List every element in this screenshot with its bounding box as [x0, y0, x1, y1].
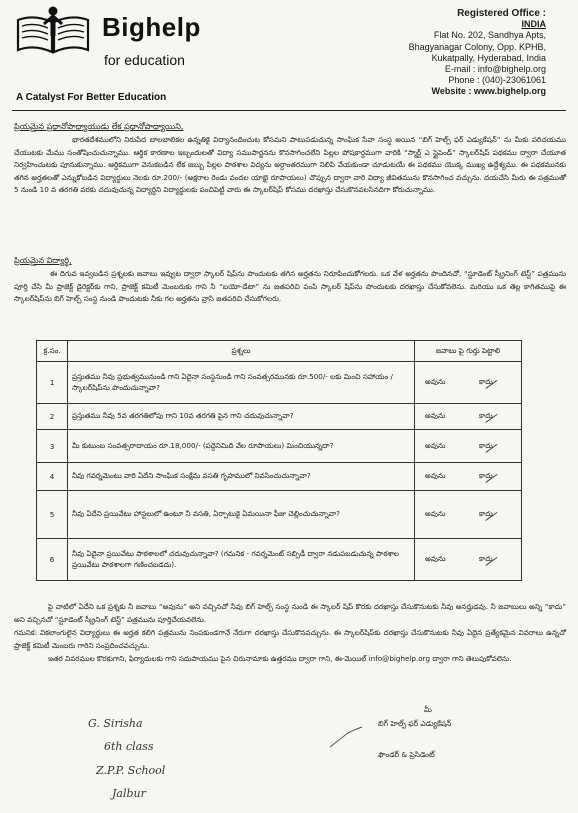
student-paragraph: ఈ దిగువ ఇవ్వబడిన ప్రశ్నలకు జవాబు ఇవ్వుట ద్వారా స్కాలర్ షిప్‌ను పొందుటకు తగిన అర్హతను నిరూపించుకోగలరు. ఒక వేళ అర్హతను పొందినచో, “స్టూడెంట్ స్క్రీనింగ్ టెస్ట్” పత్రమును పూర్తి చేసి మీ ప్రాజెక్ట్ డైరెక్టర్‌కు గాని, ప్రాజెక్ట్ కమిటీ మెంబరుకు గాని నీ “బయో-డేటా” ను జతపరిచి పంపి స్కాలర్ షిప్‌ను పొందుటకు దరఖాస్తు చేసుకోవలెను. మరియు ఒక తెల్ల కాగితముపై ఈ స్కాలర్‌షిప్‌ను బిగ్ హెల్ప్ సంస్థ నుండి పొందుటకు నీకు గల అర్హతను వ్రాసి జతపరిచి చేసుకోగలరు.: [14, 269, 566, 304]
answer-no-ticked[interactable]: [479, 377, 493, 388]
tick-mark-icon: [479, 547, 498, 566]
table-row: [37, 539, 522, 581]
signature-organization: బిగ్ హెల్ప్ ఫర్ ఎడ్యుకేషన్: [378, 719, 452, 728]
tick-mark-icon: [479, 464, 498, 483]
answer-yes[interactable]: అవును: [425, 377, 446, 386]
question-text: నీవు గవర్నమెంటు వారి ఏదేని సాంఘిక సంక్షేమ వసతి గృహములో నివసించుచున్నావా?: [68, 463, 415, 491]
question-text: మీ కుటుంబ సంవత్సరాదాయం రూ.18,000/- (పద్దెనిమిది వేల రూపాయలు) మించియున్నదా?: [68, 430, 415, 463]
row-number: 6: [37, 539, 68, 581]
tick-mark-icon: [479, 502, 498, 521]
col-header-questions: ప్రశ్నలు: [68, 341, 415, 362]
question-text: ప్రస్తుతము నీవు ప్రభుత్వమునుండి గాని ఏదైనా సంస్థనుండి గాని సంవత్సరమునకు రూ.500/- లకు మించి సహాయం / స్కాలర్‌షిప్‌ను పొందుచున్నావా?: [68, 362, 415, 404]
table-row: [37, 430, 522, 463]
answer-no-ticked[interactable]: [479, 471, 493, 482]
answer-yes[interactable]: అవును: [425, 471, 446, 480]
answer-cell[interactable]: [415, 430, 522, 463]
answer-cell[interactable]: [415, 463, 522, 491]
question-text: నీవు ఏదైనా ప్రయివేటు పాఠశాలలో చదువుచున్నావా? (గమనిక - గవర్నమెంట్ సబ్సిడీ ద్వారా నడుపబడుచున్న పాఠశాల ప్రయివేటు పాఠశాలగా గణించబడదు).: [68, 539, 415, 581]
intro-paragraph: భారతదేశములోని నిరుపేద బాలబాలికల ఉన్నతికై విద్యానందించుట కోసమని పాటుపడుచున్న సాంఘిక సేవా సంస్థ అయిన “బిగ్ హెల్ప్ ఫర్ ఎడ్యుకేషన్” ను మీకు పరిచయము చేయుటకు మేము సంతోషించుచున్నాము. ఆర్థిక కారణాల ఇబ్బందులతో విద్యా సముపార్జనను కొనసాగించలేని పిల్లల పోషకార్థముగా వారికి “స్మార్ట్ ఎ స్టైపెండ్” స్కాలర్‌షిప్ పథకము ద్వారా చేయూత నిర్వహించుటకు పూనుకున్నాము. ఆర్థికముగా వెనుకబడిన లేక జబ్బు పిల్లల పాఠశాల విద్యను అర్ధాంతరముగా నిలిపి వేయకుండా చూడుటయే ఈ పథకము యొక్క ముఖ్య ఉద్దేశ్యము. ఈ పథకమునకు తగిన అర్హతలతో ఎన్నుకోబడిన విద్యార్థులు నెలకు రూ.200/- (అక్షరాల రెండు వందల యాభై రూపాయలు) చొప్పున ద్వారా వారి విద్యా జీవితమును కొనసాగించ వచ్చును. దయచేసి మీరు ఈ పత్రముతో 5 నుండి 10 వ తరగతి వరకు చదువుచున్న విద్యార్థిని విద్యార్థులకు పంచిపెట్టి వారు ఈ స్కాలర్‌షిప్ కోసము దరఖాస్తు చేసుకొనవలసినదిగా కోరుచున్నాము.: [14, 135, 566, 195]
tick-mark-icon: [479, 404, 498, 423]
ineligibility-note: పై వాటిలో ఏదేని ఒక ప్రశ్నకు నీ జవాబు “అవును” అని వచ్చినచో నీవు బిగ్ హెల్ప్ సంస్థ నుండి ఈ స్కాలర్ షిప్ కొరకు దరఖాస్తు చేసుకొనుటకు నీవు అనర్హుడవు. నీ జవాబులు అన్ని “కాదు” అని వచ్చినచో “స్టూడెంట్ స్క్రీనింగ్ టెస్ట్” పత్రమును పూర్తిచేయవలెను.: [14, 602, 566, 624]
pen-scribble-mark: [326, 723, 366, 753]
row-number: 1: [37, 362, 68, 404]
answer-no-label: కాదు: [479, 440, 493, 450]
answer-no-ticked[interactable]: [479, 411, 493, 422]
question-text: ప్రస్తుతము నీవు 5వ తరగతిలోపు గాని 10వ తరగతి పైన గాని చదువుచున్నావా?: [68, 404, 415, 430]
address-line: Kukatpally, Hyderabad, India: [431, 52, 546, 63]
answer-cell[interactable]: [415, 404, 522, 430]
signature-closing: మీ: [424, 705, 432, 714]
book-person-logo-icon: [14, 6, 92, 56]
answer-cell[interactable]: [415, 539, 522, 581]
handwritten-place: Jalbur: [112, 787, 146, 800]
signature-title: ఫౌండర్ & ప్రెసిడెంట్: [378, 750, 435, 759]
answer-yes[interactable]: అవును: [425, 509, 446, 518]
address-line: Bhagyanagar Colony, Opp. KPHB,: [408, 41, 546, 52]
answer-no-label: కాదు: [479, 554, 493, 563]
answer-yes[interactable]: అవును: [425, 440, 446, 450]
question-text: నీవు ఏదేని ప్రయివేటు హాస్టలులో ఉంటూ నీ వసతి, ఏర్పాటుకై ఏమయినా ఫీజు చెల్లించుచున్నావా?: [68, 491, 415, 539]
answer-no-label: కాదు: [479, 377, 493, 386]
row-number: 2: [37, 404, 68, 430]
website-line: Website : www.bighelp.org: [431, 86, 546, 97]
salutation-headmaster: ప్రియమైన ప్రధానోపాధ్యాయుడు లేక ప్రధానోపాధ్యాయిని,: [14, 122, 184, 131]
answer-no-label: కాదు: [479, 509, 493, 518]
phone-line: Phone : (040)-23061061: [448, 75, 546, 86]
answer-no-ticked[interactable]: [479, 441, 493, 452]
row-number: 3: [37, 430, 68, 463]
col-header-number: క్ర.సం.: [37, 341, 68, 362]
table-row: [37, 404, 522, 430]
email-line: E-mail : info@bighelp.org: [444, 64, 546, 75]
registered-office-block: [326, 8, 546, 98]
col-header-answer: జవాబు పై గుర్తు పెట్టాలి: [415, 341, 522, 362]
office-title: Registered Office :: [457, 8, 546, 19]
table-row: [37, 491, 522, 539]
header-divider: [12, 110, 566, 111]
tagline: A Catalyst For Better Education: [16, 92, 167, 103]
tick-mark-icon: [479, 370, 498, 389]
table-row: [37, 362, 522, 404]
handwritten-school: Z.P.P. School: [96, 764, 166, 777]
salutation-student: ప్రియమైన విద్యార్థి,: [14, 256, 72, 265]
table-row: [37, 463, 522, 491]
row-number: 5: [37, 491, 68, 539]
answer-no-label: కాదు: [479, 471, 493, 480]
eligibility-questions-table: [36, 340, 522, 581]
disabled-students-note: గమనిక: వికలాంగులైన విద్యార్థులు ఈ అర్హత కలిగి పత్రమును నింపకుండగానే నేరుగా దరఖాస్తు చేసుకొనవచ్చును. ఈ స్కాలర్‌షిప్‌కు దరఖాస్తు చేసుకొనుటకు నీవు ఏదైన ప్రత్యేకమైన వివరాలు ఉన్నచో ప్రాజెక్ట్ కమిటీ మెంబరు గారిని సంప్రదించవచ్చును.: [14, 628, 566, 650]
address-line: Flat No. 202, Sandhya Apts,: [433, 30, 546, 41]
answer-yes[interactable]: అవును: [425, 554, 446, 563]
office-country: INDIA: [521, 19, 546, 30]
row-number: 4: [37, 463, 68, 491]
brand-name: Bighelp: [102, 12, 201, 42]
answer-no-label: కాదు: [479, 411, 493, 420]
table-header-row: [37, 341, 522, 362]
contact-note: ఇతర వివరముల కొరకుగాని, ఫిర్యాదులకు గాని సదుపాయము పైన చిరునామాకు ఉత్తరము ద్వారా గాని, ఈ-మెయిల్ info@bighelp.org ద్వారా గాని తెలుపుకోవలెను.: [48, 654, 512, 663]
answer-cell[interactable]: [415, 491, 522, 539]
brand-subtitle: for education: [104, 52, 185, 68]
answer-no-ticked[interactable]: [479, 554, 493, 565]
answer-cell[interactable]: [415, 362, 522, 404]
answer-yes[interactable]: అవును: [425, 411, 446, 420]
handwritten-class: 6th class: [104, 740, 154, 753]
handwritten-student-name: G. Sirisha: [88, 717, 143, 730]
answer-no-ticked[interactable]: [479, 509, 493, 520]
